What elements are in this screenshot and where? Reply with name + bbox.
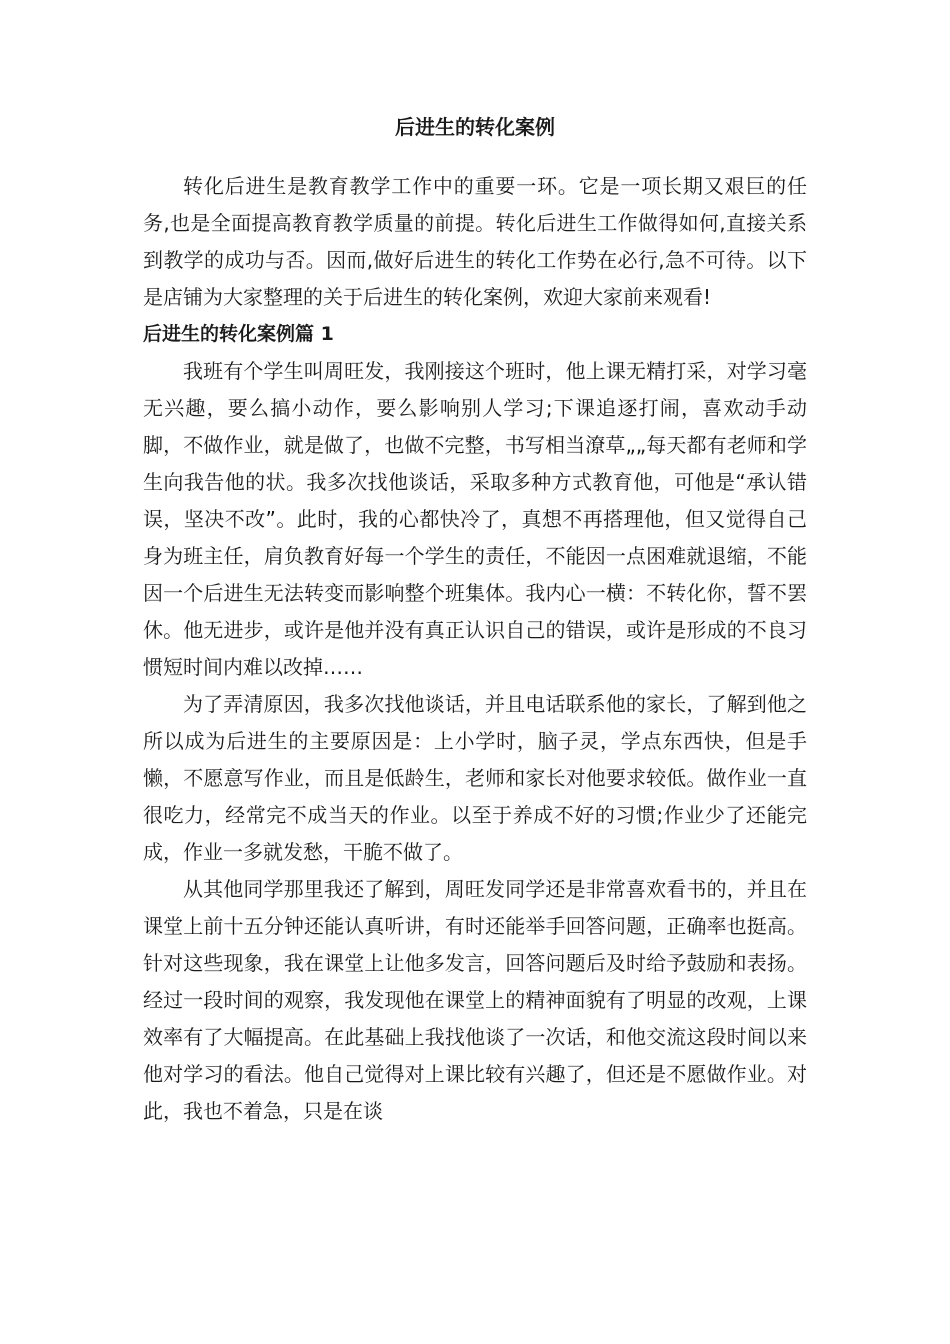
intro-paragraph: 转化后进生是教育教学工作中的重要一环。它是一项长期又艰巨的任务,也是全面提高教育教学质量的前提。转化后进生工作做得如何,直接关系到教学的成功与否。因而,做好后进生的转化工作势在必行,急不可待。以下是店铺为大家整理的关于后进生的转化案例，欢迎大家前来观看! [143,174,807,309]
document-title: 后进生的转化案例 [395,115,555,139]
section-paragraph: 我班有个学生叫周旺发，我刚接这个班时，他上课无精打采，对学习毫无兴趣，要么搞小动作，要么影响别人学习;下课追逐打闹，喜欢动手动脚，不做作业，就是做了，也做不完整，书写相当潦草„„每天都有老师和学生向我告他的状。我多次找他谈话，采取多种方式教育他，可他是“承认错误，坚决不改”。此时，我的心都快冷了，真想不再搭理他，但又觉得自己身为班主任，肩负教育好每一个学生的责任，不能因一点困难就退缩，不能因一个后进生无法转变而影响整个班集体。我内心一横：不转化你，誓不罢休。他无进步，或许是他并没有真正认识自己的错误，或许是形成的不良习惯短时间内难以改掉…… [143,359,807,679]
section-heading: 后进生的转化案例篇 1 [143,323,334,345]
section-paragraph: 从其他同学那里我还了解到，周旺发同学还是非常喜欢看书的，并且在课堂上前十五分钟还能认真听讲，有时还能举手回答问题，正确率也挺高。针对这些现象，我在课堂上让他多发言，回答问题后及时给予鼓励和表扬。经过一段时间的观察，我发现他在课堂上的精神面貌有了明显的改观，上课效率有了大幅提高。在此基础上我找他谈了一次话，和他交流这段时间以来他对学习的看法。他自己觉得对上课比较有兴趣了，但还是不愿做作业。对此，我也不着急，只是在谈 [143,877,807,1123]
section-paragraph: 为了弄清原因，我多次找他谈话，并且电话联系他的家长，了解到他之所以成为后进生的主要原因是：上小学时，脑子灵，学点东西快，但是手懒，不愿意写作业，而且是低龄生，老师和家长对他要求较低。做作业一直很吃力，经常完不成当天的作业。以至于养成不好的习惯;作业少了还能完成，作业一多就发愁，干脆不做了。 [143,692,807,864]
document-body [143,168,807,1130]
